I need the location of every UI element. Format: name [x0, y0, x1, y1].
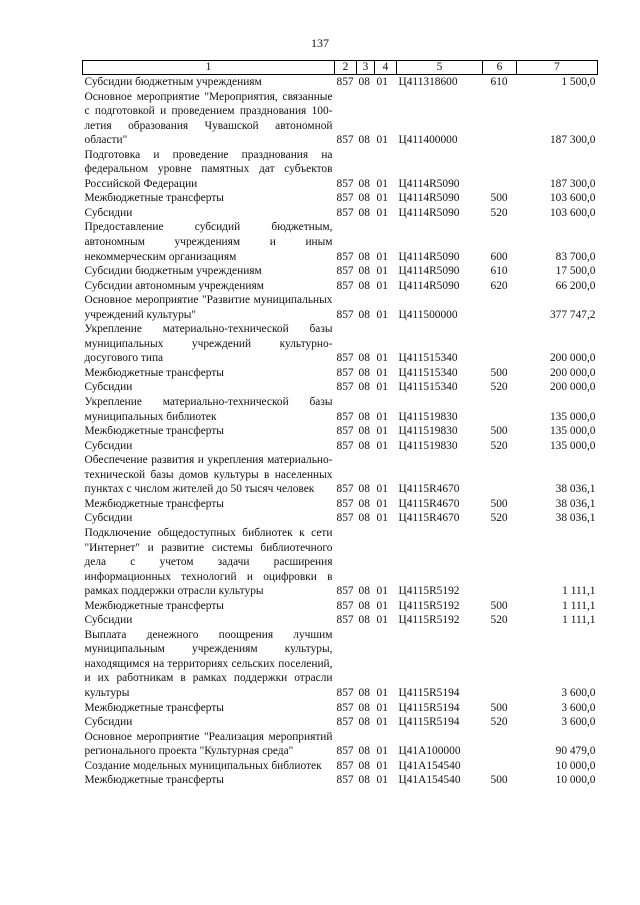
table-row	[83, 424, 598, 439]
row-expense-type-cell: 500	[490, 599, 508, 612]
row-name-cell: Укрепление материально-технической базы муниципальных учреждений культурно-досугового типа	[84, 323, 333, 365]
row-subsection-cell: 01	[376, 759, 388, 772]
row-code-cell: 857	[336, 483, 354, 496]
table-row	[83, 366, 598, 381]
row-subsection-cell: 01	[376, 265, 388, 278]
row-subsection-cell: 01	[376, 206, 388, 219]
row-code-cell: 857	[336, 366, 354, 379]
row-expense-type-cell	[483, 453, 517, 497]
row-target-article-cell: Ц4115R5192	[398, 614, 460, 627]
row-subsection-cell: 01	[376, 585, 388, 598]
row-name-cell: Субсидии	[84, 614, 133, 627]
row-amount-cell: 3 600,0	[561, 701, 596, 714]
row-name-cell: Межбюджетные трансферты	[84, 774, 224, 787]
row-section-cell: 08	[358, 701, 370, 714]
row-target-article-cell: Ц411500000	[398, 308, 458, 321]
row-subsection-cell: 01	[376, 686, 388, 699]
row-expense-type-cell: 610	[490, 76, 508, 88]
row-code-cell: 857	[336, 206, 354, 219]
header-col-1: 1	[83, 61, 335, 75]
row-name-cell: Межбюджетные трансферты	[84, 599, 224, 612]
row-code-cell: 857	[336, 512, 354, 525]
row-name-cell: Создание модельных муниципальных библиотек	[84, 759, 322, 772]
row-expense-type-cell: 610	[490, 265, 508, 278]
row-name-cell: Выплата денежного поощрения лучшим муниципальным учреждениям культуры, находящимся на территориях сельских поселений, и их работникам в рамках поддержки отрасли культуры	[84, 628, 333, 699]
row-section-cell: 08	[358, 599, 370, 612]
row-section-cell: 08	[358, 716, 370, 729]
row-amount-cell: 38 036,1	[555, 483, 596, 496]
row-section-cell: 08	[358, 497, 370, 510]
row-amount-cell: 1 111,1	[562, 599, 596, 612]
row-section-cell: 08	[358, 352, 370, 365]
row-subsection-cell: 01	[376, 250, 388, 263]
row-target-article-cell: Ц4115R5194	[398, 716, 460, 729]
table-row	[83, 322, 598, 366]
table-row	[83, 701, 598, 716]
row-name-cell: Подготовка и проведение празднования на федеральном уровне памятных дат субъектов Российской Федерации	[84, 148, 333, 190]
row-name-cell: Субсидии	[84, 439, 133, 452]
row-name-cell: Межбюджетные трансферты	[84, 425, 224, 438]
row-target-article-cell: Ц4115R4670	[398, 512, 460, 525]
row-section-cell: 08	[358, 410, 370, 423]
row-subsection-cell: 01	[376, 192, 388, 205]
row-name-cell: Основное мероприятие "Мероприятия, связанные с подготовкой и проведением празднования 100-летия образования Чувашской автономной области"	[84, 90, 333, 147]
row-section-cell: 08	[358, 206, 370, 219]
row-target-article-cell: Ц41А154540	[398, 774, 461, 787]
row-target-article-cell: Ц41А154540	[398, 759, 461, 772]
table-row	[83, 599, 598, 614]
row-name-cell: Межбюджетные трансферты	[84, 192, 224, 205]
row-code-cell: 857	[336, 614, 354, 627]
row-code-cell: 857	[336, 745, 354, 758]
row-code-cell: 857	[336, 759, 354, 772]
row-code-cell: 857	[336, 497, 354, 510]
row-amount-cell: 200 000,0	[549, 352, 596, 365]
row-expense-type-cell: 520	[490, 512, 508, 525]
row-name-cell: Основное мероприятие "Развитие муниципальных учреждений культуры"	[84, 294, 333, 321]
header-col-4: 4	[375, 61, 397, 75]
budget-table	[82, 60, 598, 788]
row-subsection-cell: 01	[376, 716, 388, 729]
table-row	[83, 439, 598, 454]
row-target-article-cell: Ц4115R5194	[398, 701, 460, 714]
row-expense-type-cell: 520	[490, 716, 508, 729]
row-target-article-cell: Ц4115R5192	[398, 585, 460, 598]
table-row	[83, 526, 598, 599]
row-amount-cell: 187 300,0	[549, 134, 596, 147]
row-subsection-cell: 01	[376, 308, 388, 321]
row-target-article-cell: Ц4114R5090	[398, 265, 460, 278]
table-row	[83, 497, 598, 512]
row-amount-cell: 1 111,1	[562, 614, 596, 627]
table-row	[83, 511, 598, 526]
row-subsection-cell: 01	[376, 701, 388, 714]
row-section-cell: 08	[358, 512, 370, 525]
row-expense-type-cell	[483, 730, 517, 759]
table-row	[83, 191, 598, 206]
row-target-article-cell: Ц4114R5090	[398, 177, 460, 190]
table-row	[83, 453, 598, 497]
row-amount-cell: 1 111,1	[562, 585, 596, 598]
row-name-cell: Межбюджетные трансферты	[84, 701, 224, 714]
row-code-cell: 857	[336, 599, 354, 612]
row-target-article-cell: Ц411515340	[398, 352, 458, 365]
row-section-cell: 08	[358, 483, 370, 496]
row-amount-cell: 200 000,0	[549, 366, 596, 379]
row-section-cell: 08	[358, 425, 370, 438]
row-expense-type-cell	[483, 526, 517, 599]
row-amount-cell: 135 000,0	[549, 410, 596, 423]
row-subsection-cell: 01	[376, 410, 388, 423]
table-row	[83, 206, 598, 221]
row-subsection-cell: 01	[376, 279, 388, 292]
row-amount-cell: 10 000,0	[555, 759, 596, 772]
row-amount-cell: 3 600,0	[561, 716, 596, 729]
row-expense-type-cell: 500	[490, 497, 508, 510]
row-code-cell: 857	[336, 134, 354, 147]
table-header-row	[83, 61, 598, 75]
row-code-cell: 857	[336, 177, 354, 190]
row-name-cell: Субсидии бюджетным учреждениям	[84, 76, 262, 88]
table-row	[83, 773, 598, 788]
row-target-article-cell: Ц411519830	[398, 410, 458, 423]
row-target-article-cell: Ц411519830	[398, 425, 458, 438]
row-code-cell: 857	[336, 716, 354, 729]
row-target-article-cell: Ц4114R5090	[398, 206, 460, 219]
row-section-cell: 08	[358, 76, 370, 88]
table-row	[83, 730, 598, 759]
row-amount-cell: 377 747,2	[549, 308, 596, 321]
header-col-5: 5	[397, 61, 483, 75]
row-target-article-cell: Ц4114R5090	[398, 250, 460, 263]
table-row	[83, 220, 598, 264]
row-amount-cell: 10 000,0	[555, 774, 596, 787]
row-code-cell: 857	[336, 686, 354, 699]
row-amount-cell: 135 000,0	[549, 439, 596, 452]
table-row	[83, 293, 598, 322]
row-target-article-cell: Ц411515340	[398, 381, 458, 394]
row-code-cell: 857	[336, 774, 354, 787]
row-target-article-cell: Ц4114R5090	[398, 192, 460, 205]
row-code-cell: 857	[336, 308, 354, 321]
row-target-article-cell: Ц4115R5192	[398, 599, 460, 612]
row-name-cell: Межбюджетные трансферты	[84, 366, 224, 379]
row-section-cell: 08	[358, 614, 370, 627]
row-name-cell: Основное мероприятие "Реализация мероприятий регионального проекта "Культурная среда"	[84, 730, 333, 758]
header-col-3: 3	[357, 61, 375, 75]
header-col-2: 2	[335, 61, 357, 75]
row-expense-type-cell	[483, 148, 517, 192]
row-section-cell: 08	[358, 366, 370, 379]
row-expense-type-cell: 500	[490, 701, 508, 714]
row-code-cell: 857	[336, 381, 354, 394]
table-row	[83, 90, 598, 148]
row-section-cell: 08	[358, 759, 370, 772]
row-target-article-cell: Ц4115R5194	[398, 686, 460, 699]
row-section-cell: 08	[358, 265, 370, 278]
row-amount-cell: 90 479,0	[555, 745, 596, 758]
row-amount-cell: 38 036,1	[555, 497, 596, 510]
row-expense-type-cell	[483, 395, 517, 424]
row-expense-type-cell	[483, 293, 517, 322]
row-code-cell: 857	[336, 410, 354, 423]
row-subsection-cell: 01	[376, 76, 388, 88]
row-expense-type-cell: 620	[490, 279, 508, 292]
row-subsection-cell: 01	[376, 512, 388, 525]
row-subsection-cell: 01	[376, 439, 388, 452]
row-section-cell: 08	[358, 585, 370, 598]
row-amount-cell: 83 700,0	[555, 250, 596, 263]
header-col-6: 6	[483, 61, 517, 75]
row-subsection-cell: 01	[376, 381, 388, 394]
row-section-cell: 08	[358, 192, 370, 205]
row-expense-type-cell: 520	[490, 614, 508, 627]
table-row	[83, 75, 598, 90]
row-target-article-cell: Ц4115R4670	[398, 483, 460, 496]
row-section-cell: 08	[358, 745, 370, 758]
row-expense-type-cell: 500	[490, 192, 508, 205]
row-name-cell: Субсидии	[84, 716, 133, 729]
row-section-cell: 08	[358, 308, 370, 321]
row-amount-cell: 1 500,0	[561, 76, 596, 88]
row-expense-type-cell	[483, 759, 517, 774]
row-target-article-cell: Ц411519830	[398, 439, 458, 452]
row-expense-type-cell	[483, 90, 517, 148]
row-subsection-cell: 01	[376, 614, 388, 627]
row-code-cell: 857	[336, 250, 354, 263]
row-subsection-cell: 01	[376, 599, 388, 612]
row-amount-cell: 3 600,0	[561, 686, 596, 699]
row-name-cell: Подключение общедоступных библиотек к сети "Интернет" и развитие системы библиотечного дела с учетом задачи расширения информационных технологий и оцифровки в рамках поддержки отрасли культуры	[84, 526, 333, 598]
row-amount-cell: 17 500,0	[555, 265, 596, 278]
row-target-article-cell: Ц4115R4670	[398, 497, 460, 510]
row-target-article-cell: Ц41А100000	[398, 745, 461, 758]
row-amount-cell: 103 600,0	[549, 192, 596, 205]
row-name-cell: Субсидии	[84, 512, 133, 525]
row-amount-cell: 103 600,0	[549, 206, 596, 219]
row-expense-type-cell: 500	[490, 366, 508, 379]
row-subsection-cell: 01	[376, 497, 388, 510]
table-row	[83, 148, 598, 192]
row-amount-cell: 187 300,0	[549, 177, 596, 190]
table-body	[83, 61, 598, 788]
row-section-cell: 08	[358, 381, 370, 394]
table-row	[83, 628, 598, 701]
row-expense-type-cell: 520	[490, 206, 508, 219]
page-number: 137	[311, 36, 329, 50]
row-expense-type-cell: 600	[490, 250, 508, 263]
row-section-cell: 08	[358, 177, 370, 190]
table-row	[83, 380, 598, 395]
row-code-cell: 857	[336, 76, 354, 88]
row-subsection-cell: 01	[376, 425, 388, 438]
row-name-cell: Субсидии бюджетным учреждениям	[84, 265, 262, 278]
header-col-7: 7	[517, 61, 598, 75]
row-section-cell: 08	[358, 439, 370, 452]
row-section-cell: 08	[358, 686, 370, 699]
row-subsection-cell: 01	[376, 177, 388, 190]
row-subsection-cell: 01	[376, 352, 388, 365]
row-name-cell: Субсидии	[84, 381, 133, 394]
row-code-cell: 857	[336, 279, 354, 292]
row-name-cell: Обеспечение развития и укрепления материально-технической базы домов культуры в населенных пунктах с числом жителей до 50 тысяч человек	[84, 454, 333, 496]
table-row	[83, 264, 598, 279]
table-row	[83, 715, 598, 730]
table-row	[83, 613, 598, 628]
row-section-cell: 08	[358, 279, 370, 292]
row-subsection-cell: 01	[376, 366, 388, 379]
row-subsection-cell: 01	[376, 483, 388, 496]
row-code-cell: 857	[336, 585, 354, 598]
row-name-cell: Предоставление субсидий бюджетным, автономным учреждениям и иным некоммерческим организациям	[84, 221, 333, 263]
table-row	[83, 759, 598, 774]
table-row	[83, 395, 598, 424]
row-target-article-cell: Ц411318600	[398, 76, 458, 88]
row-amount-cell: 200 000,0	[549, 381, 596, 394]
row-target-article-cell: Ц4114R5090	[398, 279, 460, 292]
row-target-article-cell: Ц411515340	[398, 366, 458, 379]
row-section-cell: 08	[358, 774, 370, 787]
row-amount-cell: 38 036,1	[555, 512, 596, 525]
row-code-cell: 857	[336, 192, 354, 205]
row-subsection-cell: 01	[376, 134, 388, 147]
row-expense-type-cell: 500	[490, 425, 508, 438]
row-expense-type-cell	[483, 628, 517, 701]
row-name-cell: Субсидии автономным учреждениям	[84, 279, 264, 292]
row-name-cell: Субсидии	[84, 206, 133, 219]
row-code-cell: 857	[336, 425, 354, 438]
row-expense-type-cell: 520	[490, 439, 508, 452]
row-expense-type-cell: 500	[490, 774, 508, 787]
row-expense-type-cell	[483, 322, 517, 366]
row-code-cell: 857	[336, 439, 354, 452]
row-code-cell: 857	[336, 701, 354, 714]
row-section-cell: 08	[358, 134, 370, 147]
row-expense-type-cell: 520	[490, 381, 508, 394]
row-target-article-cell: Ц411400000	[398, 134, 458, 147]
row-section-cell: 08	[358, 250, 370, 263]
row-name-cell: Межбюджетные трансферты	[84, 497, 224, 510]
row-amount-cell: 135 000,0	[549, 425, 596, 438]
table-row	[83, 279, 598, 294]
row-name-cell: Укрепление материально-технической базы муниципальных библиотек	[84, 396, 333, 423]
row-code-cell: 857	[336, 265, 354, 278]
row-subsection-cell: 01	[376, 774, 388, 787]
row-code-cell: 857	[336, 352, 354, 365]
row-subsection-cell: 01	[376, 745, 388, 758]
row-amount-cell: 66 200,0	[555, 279, 596, 292]
